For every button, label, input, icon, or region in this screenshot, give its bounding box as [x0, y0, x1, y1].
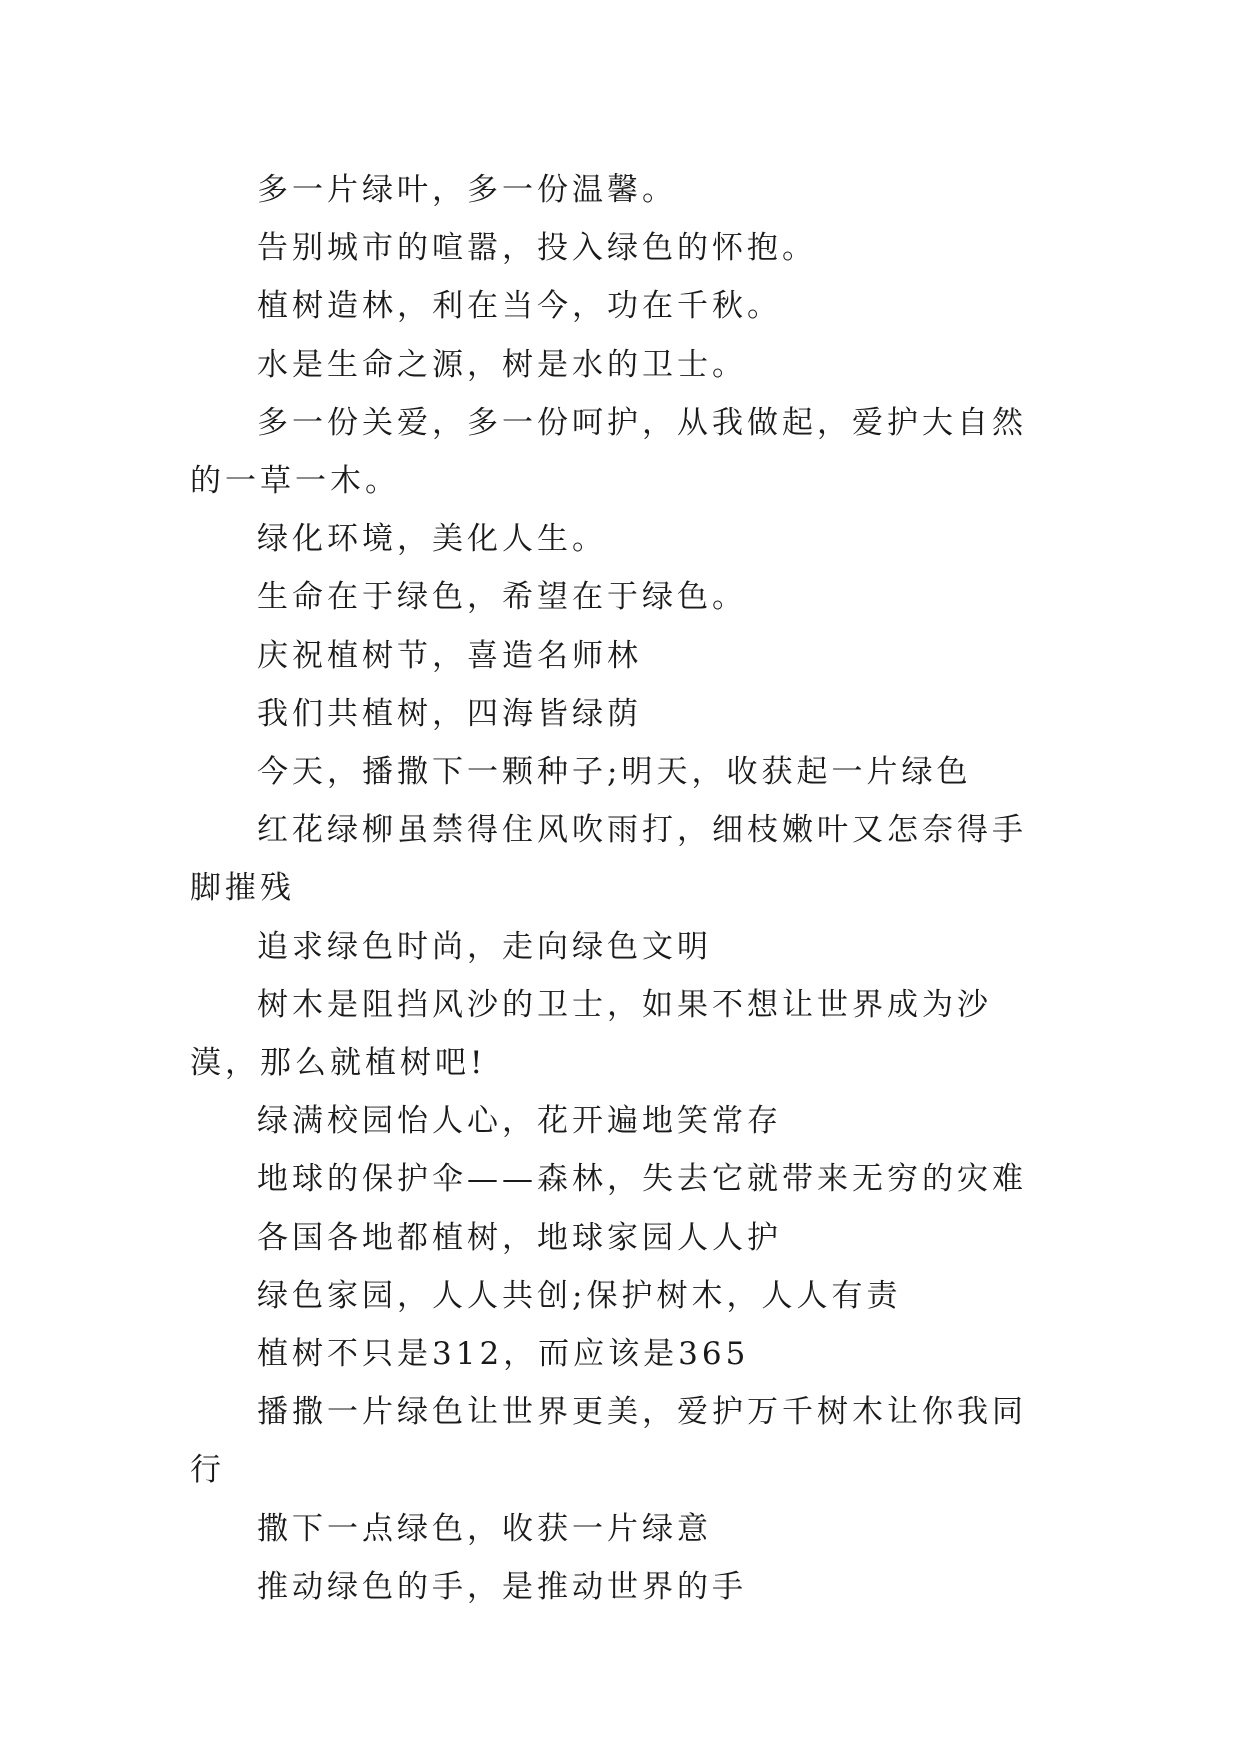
paragraph: 多一份关爱，多一份呵护，从我做起，爱护大自然的一草一木。 [190, 404, 1027, 500]
paragraph: 告别城市的喧嚣，投入绿色的怀抱。 [257, 230, 817, 267]
paragraph: 地球的保护伞——森林，失去它就带来无穷的灾难 [257, 1161, 1027, 1198]
paragraph: 绿色家园，人人共创;保护树木，人人有责 [257, 1277, 902, 1314]
paragraph: 庆祝植树节，喜造名师林 [257, 637, 642, 674]
paragraph: 树木是阻挡风沙的卫士，如果不想让世界成为沙漠，那么就植树吧! [190, 986, 992, 1082]
paragraph: 今天，播撒下一颗种子;明天，收获起一片绿色 [257, 754, 972, 791]
paragraph: 生命在于绿色，希望在于绿色。 [257, 579, 747, 616]
paragraph: 播撒一片绿色让世界更美，爱护万千树木让你我同行 [190, 1394, 1027, 1489]
paragraph: 多一片绿叶，多一份温馨。 [257, 172, 677, 208]
paragraph: 植树造林，利在当今，功在千秋。 [257, 288, 782, 325]
paragraph: 绿化环境，美化人生。 [257, 521, 607, 558]
paragraph: 追求绿色时尚，走向绿色文明 [257, 928, 712, 965]
paragraph: 绿满校园怡人心，花开遍地笑常存 [257, 1103, 782, 1140]
document-body [190, 161, 1060, 1616]
paragraph: 红花绿柳虽禁得住风吹雨打，细枝嫩叶又怎奈得手脚摧残 [190, 812, 1027, 907]
paragraph: 植树不只是312，而应该是365 [257, 1336, 750, 1373]
paragraph: 水是生命之源，树是水的卫士。 [257, 346, 747, 383]
paragraph: 我们共植树，四海皆绿荫 [257, 695, 642, 732]
paragraph: 撒下一点绿色，收获一片绿意 [257, 1510, 712, 1547]
paragraph: 各国各地都植树，地球家园人人护 [257, 1219, 782, 1256]
paragraph: 推动绿色的手，是推动世界的手 [257, 1568, 747, 1605]
